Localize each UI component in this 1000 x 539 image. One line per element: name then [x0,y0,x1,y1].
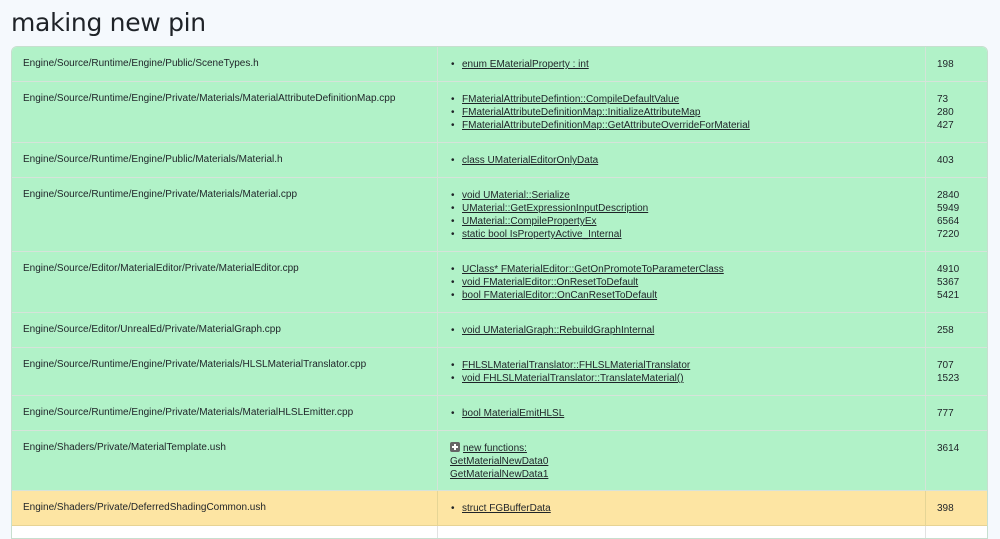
line-numbers [926,396,987,430]
symbol-link[interactable]: UClass* FMaterialEditor::GetOnPromoteToParameterClass [462,264,724,275]
function-link[interactable]: GetMaterialNewData1 [450,469,549,480]
file-path: Engine/Source/Runtime/Engine/Private/Materials/MaterialHLSLEmitter.cpp [12,396,438,430]
symbol-link[interactable]: FHLSLMaterialTranslator::FHLSLMaterialTranslator [462,360,691,371]
file-path: Engine/Source/Runtime/Engine/Private/Materials/HLSLMaterialTranslator.cpp [12,348,438,395]
table-row-empty [12,526,987,538]
line-number: 280 [937,107,954,118]
symbol-link[interactable]: bool FMaterialEditor::OnCanResetToDefault [462,290,658,301]
file-path: Engine/Source/Runtime/Engine/Public/SceneTypes.h [12,47,438,81]
symbol-link[interactable]: void FMaterialEditor::OnResetToDefault [462,277,639,288]
symbol-list [438,491,926,525]
line-number: 5949 [937,203,960,214]
symbol-link[interactable]: enum EMaterialProperty : int [462,59,589,70]
line-number: 403 [937,155,954,166]
line-numbers [926,491,987,525]
symbol-link[interactable]: FMaterialAttributeDefintion::CompileDefaultValue [462,94,680,105]
line-numbers [926,348,987,395]
file-path: Engine/Source/Runtime/Engine/Private/Materials/MaterialAttributeDefinitionMap.cpp [12,82,438,142]
line-number: 427 [937,120,954,131]
file-path: Engine/Source/Runtime/Engine/Private/Materials/Material.cpp [12,178,438,251]
line-number: 258 [937,325,954,336]
symbol-list [438,396,926,430]
line-number: 7220 [937,229,960,240]
file-table [11,46,988,539]
line-number: 1523 [937,373,960,384]
symbol-link[interactable]: bool MaterialEmitHLSL [462,408,565,419]
line-number: 707 [937,360,954,371]
function-link[interactable]: GetMaterialNewData0 [450,456,549,467]
symbol-link[interactable]: UMaterial::GetExpressionInputDescription [462,203,649,214]
line-numbers [926,431,987,490]
line-number: 198 [937,59,954,70]
table-row [12,252,987,313]
symbol-list [438,178,926,251]
line-number: 2840 [937,190,960,201]
symbol-link[interactable]: struct FGBufferData [462,503,551,514]
symbol-link[interactable]: void FHLSLMaterialTranslator::TranslateMaterial() [462,373,684,384]
line-number: 3614 [937,443,960,454]
line-numbers [926,82,987,142]
line-numbers [926,313,987,347]
symbol-list [438,143,926,177]
symbol-link[interactable]: UMaterial::CompilePropertyEx [462,216,597,227]
file-path: Engine/Source/Editor/UnrealEd/Private/MaterialGraph.cpp [12,313,438,347]
file-path: Engine/Source/Runtime/Engine/Public/Materials/Material.h [12,143,438,177]
file-path: Engine/Shaders/Private/MaterialTemplate.ush [12,431,438,490]
symbol-list [438,348,926,395]
symbol-link[interactable]: static bool IsPropertyActive_Internal [462,229,622,240]
line-number: 777 [937,408,954,419]
line-number: 6564 [937,216,960,227]
line-numbers [926,178,987,251]
line-number: 4910 [937,264,960,275]
empty-cell [438,526,926,538]
table-row [12,431,987,491]
line-numbers [926,252,987,312]
symbol-link[interactable]: void UMaterialGraph::RebuildGraphInternal [462,325,655,336]
empty-cell [926,526,987,538]
symbol-list [438,313,926,347]
symbol-list [438,252,926,312]
line-number: 398 [937,503,954,514]
new-functions-label[interactable]: new functions: [463,443,527,454]
empty-cell [12,526,438,538]
symbol-link[interactable]: FMaterialAttributeDefinitionMap::InitializeAttributeMap [462,107,701,118]
table-row [12,178,987,252]
table-row [12,143,987,178]
symbol-link[interactable]: FMaterialAttributeDefinitionMap::GetAttributeOverrideForMaterial [462,120,750,131]
symbol-link[interactable]: class UMaterialEditorOnlyData [462,155,599,166]
line-number: 5421 [937,290,960,301]
symbol-list [438,82,926,142]
table-row [12,491,987,526]
table-row [12,348,987,396]
table-row [12,396,987,431]
page-title: making new pin [11,8,206,37]
file-path: Engine/Source/Editor/MaterialEditor/Private/MaterialEditor.cpp [12,252,438,312]
line-numbers [926,143,987,177]
file-path: Engine/Shaders/Private/DeferredShadingCommon.ush [12,491,438,525]
line-number: 73 [937,94,949,105]
plus-icon [450,442,460,452]
table-row [12,313,987,348]
table-row [12,82,987,143]
line-number: 5367 [937,277,960,288]
table-row [12,47,987,82]
symbol-link[interactable]: void UMaterial::Serialize [462,190,570,201]
line-numbers [926,47,987,81]
new-functions-cell [438,431,926,490]
symbol-list [438,47,926,81]
